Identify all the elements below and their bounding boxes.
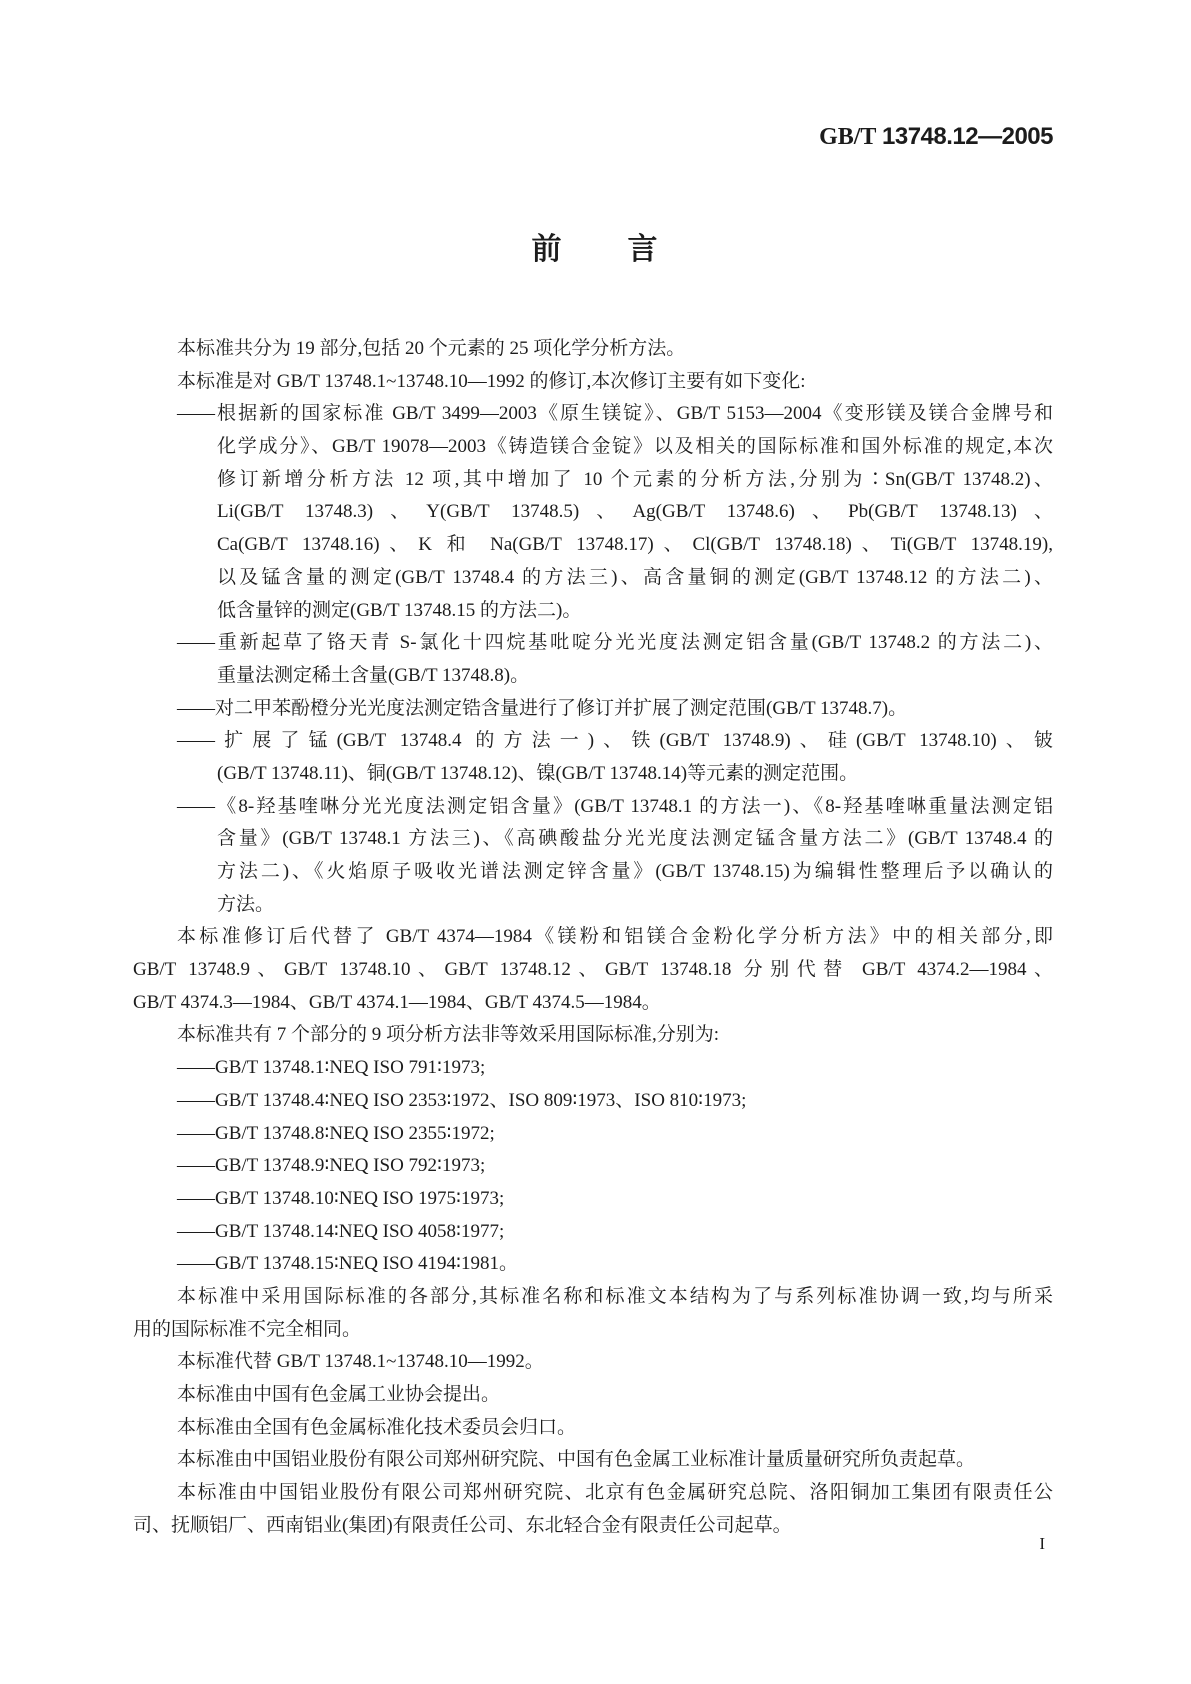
body-line: ——GB/T 13748.8∶NEQ ISO 2355∶1972; [177, 1122, 495, 1144]
body-line: GB/T 4374.3—1984、GB/T 4374.1—1984、GB/T 4374.5—1984。 [133, 991, 661, 1013]
standard-code [819, 123, 1053, 151]
body-line: 本标准由中国铝业股份有限公司郑州研究院、中国有色金属工业标准计量质量研究所负责起草。 [177, 1449, 976, 1471]
foreword-body [133, 333, 1053, 1542]
page-title: 前 言 [531, 233, 660, 266]
body-line: 本标准是对 GB/T 13748.1~13748.10—1992 的修订,本次修订主要有如下变化: [177, 370, 806, 392]
body-line: 本标准修订后代替了 GB/T 4374—1984《镁粉和铝镁合金粉化学分析方法》中的相关部分,即 [177, 926, 1053, 948]
body-line: ——GB/T 13748.4∶NEQ ISO 2353∶1972、ISO 809∶1973、ISO 810∶1973; [177, 1089, 747, 1111]
body-line: 本标准共有 7 个部分的 9 项分析方法非等效采用国际标准,分别为: [177, 1024, 720, 1046]
body-line: ——GB/T 13748.1∶NEQ ISO 791∶1973; [177, 1057, 486, 1079]
body-line: ——GB/T 13748.9∶NEQ ISO 792∶1973; [177, 1155, 486, 1177]
body-line: 本标准由中国有色金属工业协会提出。 [177, 1384, 501, 1405]
body-line: GB/T 13748.9、GB/T 13748.10、GB/T 13748.12、GB/T 13748.18 分别代替 GB/T 4374.2—1984、 [133, 959, 1053, 981]
body-line: ——GB/T 13748.15∶NEQ ISO 4194∶1981。 [177, 1253, 518, 1275]
body-line: 司、抚顺铝厂、西南铝业(集团)有限责任公司、东北轻合金有限责任公司起草。 [133, 1514, 792, 1536]
standard-code-prefix: GB/T [819, 124, 876, 150]
page-number: I [1039, 1534, 1045, 1553]
body-line: 重量法测定稀土含量(GB/T 13748.8)。 [217, 664, 530, 686]
body-line: ——《8-羟基喹啉分光光度法测定铝含量》(GB/T 13748.1 的方法一)、《8-羟基喹啉重量法测定铝 [177, 795, 1053, 817]
body-line: ——GB/T 13748.14∶NEQ ISO 4058∶1977; [177, 1220, 505, 1242]
body-line: 化学成分》、GB/T 19078—2003《铸造镁合金锭》以及相关的国际标准和国外标准的规定,本次 [217, 436, 1053, 458]
body-line: 用的国际标准不完全相同。 [133, 1318, 362, 1340]
body-line: ——重新起草了铬天青 S-氯化十四烷基吡啶分光光度法测定铝含量(GB/T 13748.2 的方法二)、 [177, 632, 1053, 654]
body-line: 本标准由中国铝业股份有限公司郑州研究院、北京有色金属研究总院、洛阳铜加工集团有限责任公 [177, 1482, 1053, 1504]
body-line: 本标准中采用国际标准的各部分,其标准名称和标准文本结构为了与系列标准协调一致,均与所采 [177, 1285, 1053, 1307]
standard-code-number: 13748.12—2005 [882, 123, 1053, 150]
body-line: Ca(GB/T 13748.16)、K 和 Na(GB/T 13748.17)、Cl(GB/T 13748.18)、Ti(GB/T 13748.19), [217, 534, 1053, 556]
body-line: 本标准由全国有色金属标准化技术委员会归口。 [177, 1416, 577, 1438]
body-line: ——GB/T 13748.10∶NEQ ISO 1975∶1973; [177, 1187, 505, 1209]
body-line: 低含量锌的测定(GB/T 13748.15 的方法二)。 [217, 599, 582, 621]
body-line: (GB/T 13748.11)、铜(GB/T 13748.12)、镍(GB/T 13748.14)等元素的测定范围。 [217, 762, 859, 784]
body-line: 方法二)、《火焰原子吸收光谱法测定锌含量》(GB/T 13748.15)为编辑性整理后予以确认的 [217, 861, 1053, 882]
body-line: 以及锰含量的测定(GB/T 13748.4 的方法三)、高含量铜的测定(GB/T 13748.12 的方法二)、 [217, 566, 1053, 588]
body-line: 本标准代替 GB/T 13748.1~13748.10—1992。 [177, 1351, 544, 1373]
body-line: ——根据新的国家标准 GB/T 3499—2003《原生镁锭》、GB/T 5153—2004《变形镁及镁合金牌号和 [177, 403, 1053, 425]
body-line: 本标准共分为 19 部分,包括 20 个元素的 25 项化学分析方法。 [177, 338, 686, 359]
body-line: 方法。 [217, 893, 275, 915]
body-line: 修订新增分析方法 12 项,其中增加了 10 个元素的分析方法,分别为∶Sn(GB/T 13748.2)、 [217, 468, 1053, 490]
body-line: ——扩展了锰(GB/T 13748.4 的方法一)、铁(GB/T 13748.9)、硅(GB/T 13748.10)、铍 [177, 730, 1053, 752]
body-line: 含量》(GB/T 13748.1 方法三)、《高碘酸盐分光光度法测定锰含量方法二》(GB/T 13748.4 的 [217, 828, 1053, 850]
body-line: Li(GB/T 13748.3)、Y(GB/T 13748.5)、Ag(GB/T 13748.6)、Pb(GB/T 13748.13)、 [217, 501, 1053, 523]
body-line: ——对二甲苯酚橙分光光度法测定锆含量进行了修订并扩展了测定范围(GB/T 13748.7)。 [177, 697, 908, 719]
